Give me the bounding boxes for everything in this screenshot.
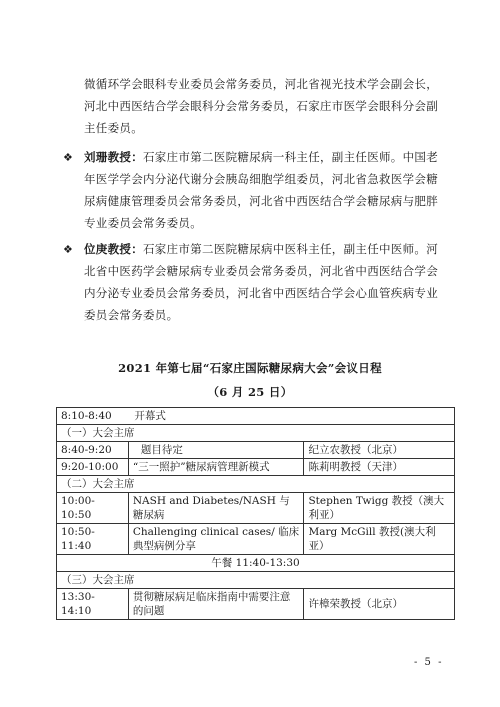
schedule-date: （6 月 25 日）: [207, 385, 293, 399]
time-cell: 10:50-11:40: [57, 524, 129, 555]
person-name: 位庚教授：: [84, 242, 143, 256]
time-cell: 9:20-10:00: [57, 459, 129, 476]
speaker-cell: Marg McGill 教授(澳大利亚）: [304, 524, 455, 555]
page-number: - 5 -: [414, 657, 444, 668]
section-header: （二）大会主席: [57, 476, 455, 493]
time-cell: 10:00-10:50: [57, 493, 129, 524]
text-line: 河北中西医结合学会眼科分会常务委员，石家庄市医学会眼科分会副: [84, 99, 438, 113]
topic-cell: Challenging clinical cases/ 临床典型病例分享: [128, 524, 304, 555]
topic-cell: “三一照护”糖尿病管理新模式: [128, 459, 304, 476]
schedule-title: 2021 年第七届“石家庄国际糖尿病大会”会议日程: [118, 361, 382, 375]
section-row: [57, 572, 455, 589]
section-row: [57, 425, 455, 442]
text-line: 委员会常务委员。: [84, 308, 179, 322]
table-row: [57, 459, 455, 476]
time-cell: 8:10-8:40: [61, 410, 112, 422]
bullet-diamond-icon: ❖: [63, 243, 73, 256]
bullet-diamond-icon: ❖: [63, 151, 73, 164]
table-row: [57, 442, 455, 459]
lunch-row: [57, 555, 455, 572]
text-line: 年医学学会内分泌代谢分会胰岛细胞学组委员，河北省急救医学会糖: [84, 172, 438, 186]
text-line: 石家庄市第二医院糖尿病一科主任，副主任医师。中国老: [143, 150, 438, 164]
bio-paragraph-3: [84, 238, 438, 326]
time-cell: 8:40-9:20: [57, 442, 129, 459]
table-row: [57, 589, 455, 620]
person-name: 刘珊教授：: [84, 150, 143, 164]
speaker-cell: 陈莉明教授（天津）: [304, 459, 455, 476]
schedule-table: [56, 407, 455, 620]
text-line: 北省中医药学会糖尿病专业委员会常务委员，河北省中西医结合学会: [84, 264, 438, 278]
table-row: [57, 524, 455, 555]
section-row: [57, 476, 455, 493]
table-row: [57, 493, 455, 524]
topic-cell: 题目待定: [128, 442, 304, 459]
text-line: 专业委员会常务委员。: [84, 216, 202, 230]
speaker-cell: Stephen Twigg 教授（澳大利亚）: [304, 493, 455, 524]
text-line: 尿病健康管理委员会常务委员，河北省中西医结合学会糖尿病与肥胖: [84, 194, 438, 208]
speaker-cell: 许樟荣教授（北京）: [304, 589, 455, 620]
text-line: 石家庄市第二医院糖尿病中医科主任，副主任中医师。河: [143, 242, 438, 256]
opening-label: 开幕式: [134, 410, 166, 422]
text-line: 内分泌专业委员会常务委员，河北省中西医结合学会心血管疾病专业: [84, 286, 438, 300]
lunch-break: 午餐 11:40-13:30: [57, 555, 455, 572]
time-cell: 13:30-14:10: [57, 589, 129, 620]
speaker-cell: 纪立农教授（北京）: [304, 442, 455, 459]
topic-cell: 贯彻糖尿病足临床指南中需要注意的问题: [128, 589, 304, 620]
text-line: 微循环学会眼科专业委员会常务委员，河北省视光技术学会副会长，: [84, 77, 438, 91]
bio-paragraph-2: [84, 146, 438, 234]
section-header: （一）大会主席: [57, 425, 455, 442]
topic-cell: NASH and Diabetes/NASH 与糖尿病: [128, 493, 304, 524]
section-header: （三）大会主席: [57, 572, 455, 589]
table-row: [57, 408, 455, 425]
bio-paragraph-1: [84, 73, 438, 139]
text-line: 主任委员。: [84, 121, 143, 135]
